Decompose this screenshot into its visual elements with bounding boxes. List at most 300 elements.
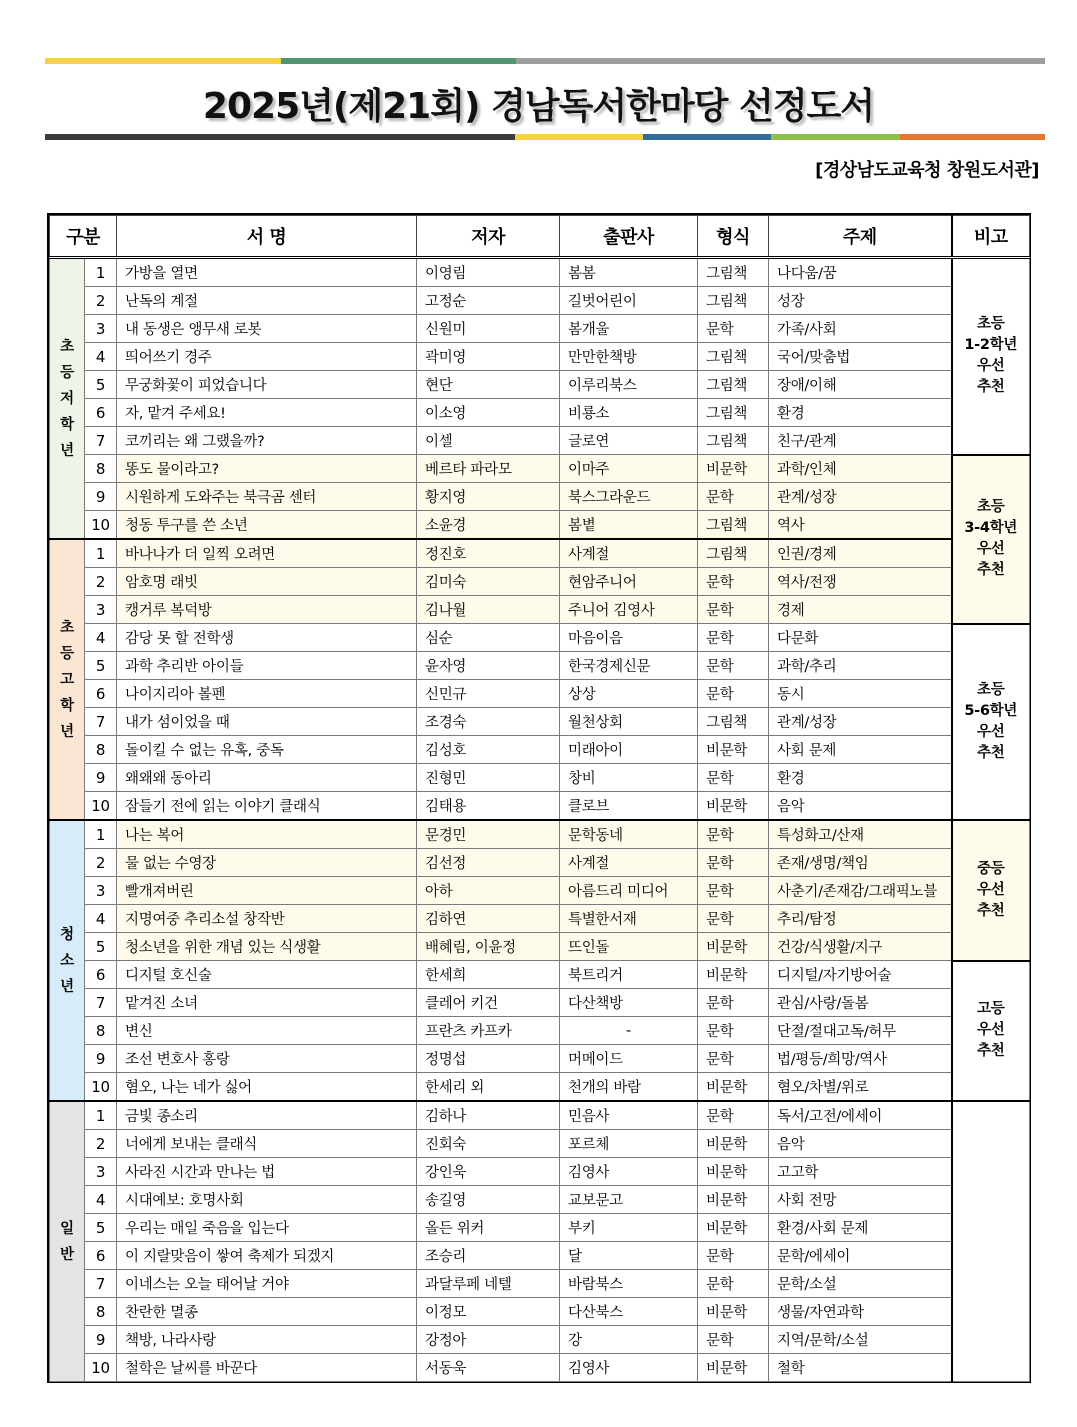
- row-number: 1: [85, 258, 117, 287]
- book-format: 그림책: [698, 371, 769, 399]
- book-format: 문학: [698, 820, 769, 849]
- book-format: 문학: [698, 624, 769, 652]
- recommendation-note: [952, 624, 1030, 821]
- table-row: [50, 287, 1030, 315]
- book-publisher: 바람북스: [560, 1270, 698, 1298]
- book-author: 아하: [417, 877, 560, 905]
- row-number: 5: [85, 652, 117, 680]
- row-number: 5: [85, 1214, 117, 1242]
- book-title: 시대예보: 호명사회: [117, 1186, 417, 1214]
- book-title: 바나나가 더 일찍 오려면: [117, 539, 417, 568]
- book-publisher: 김영사: [560, 1354, 698, 1382]
- bottom-bar-lime: [771, 134, 900, 140]
- book-author: 심순: [417, 624, 560, 652]
- book-author: 강정아: [417, 1326, 560, 1354]
- table-row: [50, 568, 1030, 596]
- book-format: 비문학: [698, 1158, 769, 1186]
- book-author: 김선정: [417, 849, 560, 877]
- row-number: 10: [85, 511, 117, 540]
- bottom-bar-orange: [900, 134, 1045, 140]
- book-title: 암호명 래빗: [117, 568, 417, 596]
- book-publisher: 부키: [560, 1214, 698, 1242]
- table-row: [50, 1242, 1030, 1270]
- note-line: 초등: [977, 499, 1005, 515]
- book-topic: 국어/맞춤법: [769, 343, 952, 371]
- book-topic: 음악: [769, 792, 952, 821]
- row-number: 8: [85, 1017, 117, 1045]
- header-row: [50, 216, 1030, 258]
- book-publisher: 천개의 바람: [560, 1073, 698, 1102]
- book-author: 배혜림, 이윤정: [417, 933, 560, 961]
- table-row: [50, 820, 1030, 849]
- note-line: 1-2학년: [964, 337, 1018, 354]
- book-title: 나는 복어: [117, 820, 417, 849]
- book-format: 비문학: [698, 1354, 769, 1382]
- note-line: 고등: [977, 1001, 1005, 1018]
- table-row: [50, 1270, 1030, 1298]
- row-number: 9: [85, 483, 117, 511]
- row-number: 6: [85, 399, 117, 427]
- group-label-char: 등: [60, 364, 74, 381]
- note-line: 추천: [977, 902, 1005, 919]
- book-format: 문학: [698, 764, 769, 792]
- book-publisher: 한국경제신문: [560, 652, 698, 680]
- book-publisher: 아름드리 미디어: [560, 877, 698, 905]
- book-format: 문학: [698, 1242, 769, 1270]
- book-topic: 사춘기/존재감/그래픽노블: [769, 877, 952, 905]
- book-publisher: 현암주니어: [560, 568, 698, 596]
- book-publisher: 상상: [560, 680, 698, 708]
- row-number: 4: [85, 905, 117, 933]
- book-publisher: 길벗어린이: [560, 287, 698, 315]
- book-author: 프란츠 카프카: [417, 1017, 560, 1045]
- book-topic: 추리/탐정: [769, 905, 952, 933]
- book-topic: 역사: [769, 511, 952, 540]
- book-title: 조선 변호사 홍랑: [117, 1045, 417, 1073]
- book-title: 혐오, 나는 네가 싫어: [117, 1073, 417, 1102]
- note-line: 우선: [977, 1022, 1005, 1039]
- recommendation-note: [952, 820, 1030, 961]
- book-publisher: 주니어 김영사: [560, 596, 698, 624]
- book-format: 문학: [698, 905, 769, 933]
- book-title: 청동 투구를 쓴 소년: [117, 511, 417, 540]
- book-title: 이네스는 오늘 태어날 거야: [117, 1270, 417, 1298]
- book-author: 김하나: [417, 1101, 560, 1130]
- book-author: 김미숙: [417, 568, 560, 596]
- book-title: 철학은 날씨를 바꾼다: [117, 1354, 417, 1382]
- book-title: 변신: [117, 1017, 417, 1045]
- group-label-char: 저: [60, 390, 74, 407]
- row-number: 10: [85, 792, 117, 821]
- book-topic: 환경: [769, 399, 952, 427]
- book-publisher: 김영사: [560, 1158, 698, 1186]
- book-topic: 혐오/차별/위로: [769, 1073, 952, 1102]
- book-title: 자, 맡겨 주세요!: [117, 399, 417, 427]
- book-format: 그림책: [698, 343, 769, 371]
- book-publisher: 다산책방: [560, 989, 698, 1017]
- table-row: [50, 1214, 1030, 1242]
- book-publisher: 마음이음: [560, 624, 698, 652]
- book-publisher: 북트리거: [560, 961, 698, 989]
- table-row: [50, 1186, 1030, 1214]
- book-title: 캥거루 복덕방: [117, 596, 417, 624]
- book-author: 고정순: [417, 287, 560, 315]
- book-topic: 성장: [769, 287, 952, 315]
- group-label-char: 학: [60, 416, 74, 433]
- book-format: 비문학: [698, 961, 769, 989]
- table-row: [50, 764, 1030, 792]
- table-row: [50, 905, 1030, 933]
- book-topic: 경제: [769, 596, 952, 624]
- note-line: 중등: [977, 860, 1005, 877]
- row-number: 9: [85, 1326, 117, 1354]
- bottom-bar-blue: [643, 134, 771, 140]
- row-number: 1: [85, 1101, 117, 1130]
- book-format: 비문학: [698, 1186, 769, 1214]
- book-author: 진형민: [417, 764, 560, 792]
- book-author: 신민규: [417, 680, 560, 708]
- book-format: 비문학: [698, 792, 769, 821]
- header-format: 형식: [698, 216, 769, 258]
- book-topic: 법/평등/희망/역사: [769, 1045, 952, 1073]
- row-number: 8: [85, 736, 117, 764]
- book-topic: 사회 문제: [769, 736, 952, 764]
- book-author: 정진호: [417, 539, 560, 568]
- book-author: 황지영: [417, 483, 560, 511]
- note-line: 추천: [977, 562, 1005, 578]
- book-publisher: 달: [560, 1242, 698, 1270]
- book-title: 내가 섬이었을 때: [117, 708, 417, 736]
- recommendation-note: [952, 455, 1030, 624]
- book-publisher: 포르체: [560, 1130, 698, 1158]
- row-number: 4: [85, 624, 117, 652]
- row-number: 3: [85, 1158, 117, 1186]
- row-number: 4: [85, 343, 117, 371]
- row-number: 8: [85, 1298, 117, 1326]
- header-publisher: 출판사: [560, 216, 698, 258]
- table-row: [50, 877, 1030, 905]
- book-author: 베르타 파라모: [417, 455, 560, 483]
- note-line: 5-6학년: [964, 702, 1018, 719]
- book-author: 소윤경: [417, 511, 560, 540]
- book-title: 띄어쓰기 경주: [117, 343, 417, 371]
- book-format: 그림책: [698, 708, 769, 736]
- book-title: 우리는 매일 죽음을 입는다: [117, 1214, 417, 1242]
- group-label-char: 소: [60, 952, 74, 969]
- book-list-table: [49, 215, 1030, 1382]
- book-topic: 문학/에세이: [769, 1242, 952, 1270]
- row-number: 9: [85, 1045, 117, 1073]
- book-format: 문학: [698, 1045, 769, 1073]
- recommendation-note: [952, 961, 1030, 1102]
- table-row: [50, 511, 1030, 540]
- book-title: 돌이킬 수 없는 유혹, 중독: [117, 736, 417, 764]
- book-topic: 건강/식생활/지구: [769, 933, 952, 961]
- table-row: [50, 1130, 1030, 1158]
- book-author: 이소영: [417, 399, 560, 427]
- book-author: 조경숙: [417, 708, 560, 736]
- group-label-char: 고: [60, 671, 74, 688]
- group-label-char: 년: [60, 723, 74, 740]
- book-format: 비문학: [698, 933, 769, 961]
- row-number: 6: [85, 961, 117, 989]
- group-label: [50, 258, 85, 540]
- book-topic: 환경/사회 문제: [769, 1214, 952, 1242]
- row-number: 5: [85, 933, 117, 961]
- book-title: 청소년을 위한 개념 있는 식생활: [117, 933, 417, 961]
- book-title: 가방을 열면: [117, 258, 417, 287]
- header-note: 비고: [952, 216, 1030, 258]
- book-publisher: 문학동네: [560, 820, 698, 849]
- book-publisher: 머메이드: [560, 1045, 698, 1073]
- book-title: 감당 못 할 전학생: [117, 624, 417, 652]
- book-topic: 존재/생명/책임: [769, 849, 952, 877]
- book-format: 문학: [698, 1017, 769, 1045]
- book-format: 비문학: [698, 1073, 769, 1102]
- note-line: 추천: [977, 379, 1005, 396]
- note-line: 우선: [977, 358, 1005, 375]
- book-title: 책방, 나라사랑: [117, 1326, 417, 1354]
- bottom-bar-yellow: [515, 134, 643, 140]
- book-format: 그림책: [698, 511, 769, 540]
- row-number: 5: [85, 371, 117, 399]
- book-publisher: 이마주: [560, 455, 698, 483]
- book-author: 곽미영: [417, 343, 560, 371]
- book-title: 코끼리는 왜 그랬을까?: [117, 427, 417, 455]
- bottom-bar-dark: [45, 134, 515, 140]
- page-title: 2025년(제21회) 경남독서한마당 선정도서: [202, 86, 875, 127]
- book-format: 문학: [698, 1101, 769, 1130]
- book-format: 그림책: [698, 399, 769, 427]
- book-topic: 디지털/자기방어술: [769, 961, 952, 989]
- note-line: 우선: [977, 723, 1005, 740]
- book-title: 왜왜왜 동아리: [117, 764, 417, 792]
- book-topic: 단절/절대고독/허무: [769, 1017, 952, 1045]
- book-format: 그림책: [698, 427, 769, 455]
- book-topic: 생물/자연과학: [769, 1298, 952, 1326]
- note-line: 우선: [977, 881, 1005, 898]
- note-line: 초등: [977, 316, 1005, 333]
- book-author: 한세희: [417, 961, 560, 989]
- book-topic: 독서/고전/에세이: [769, 1101, 952, 1130]
- book-title: 난독의 계절: [117, 287, 417, 315]
- table-row: [50, 1017, 1030, 1045]
- book-author: 과달루페 네텔: [417, 1270, 560, 1298]
- book-author: 문경민: [417, 820, 560, 849]
- row-number: 1: [85, 539, 117, 568]
- table-row: [50, 399, 1030, 427]
- book-publisher: -: [560, 1017, 698, 1045]
- book-format: 문학: [698, 1270, 769, 1298]
- book-topic: 인권/경제: [769, 539, 952, 568]
- row-number: 2: [85, 568, 117, 596]
- book-author: 올든 위커: [417, 1214, 560, 1242]
- book-topic: 나다움/꿈: [769, 258, 952, 287]
- row-number: 7: [85, 989, 117, 1017]
- row-number: 3: [85, 877, 117, 905]
- book-publisher: 강: [560, 1326, 698, 1354]
- book-topic: 친구/관계: [769, 427, 952, 455]
- book-title: 과학 추리반 아이들: [117, 652, 417, 680]
- book-format: 비문학: [698, 1214, 769, 1242]
- book-author: 강인욱: [417, 1158, 560, 1186]
- row-number: 3: [85, 596, 117, 624]
- row-number: 6: [85, 1242, 117, 1270]
- note-line: 3-4학년: [964, 520, 1018, 536]
- table-row: [50, 680, 1030, 708]
- book-title: 맡겨진 소녀: [117, 989, 417, 1017]
- table-row: [50, 933, 1030, 961]
- book-topic: 특성화고/산재: [769, 820, 952, 849]
- book-topic: 동시: [769, 680, 952, 708]
- book-publisher: 월천상회: [560, 708, 698, 736]
- header-category: 구분: [50, 216, 117, 258]
- book-format: 문학: [698, 568, 769, 596]
- book-format: 그림책: [698, 539, 769, 568]
- book-topic: 장애/이해: [769, 371, 952, 399]
- book-author: 이셀: [417, 427, 560, 455]
- book-publisher: 북스그라운드: [560, 483, 698, 511]
- book-title: 사라진 시간과 만나는 법: [117, 1158, 417, 1186]
- recommendation-note: [952, 1101, 1030, 1382]
- row-number: 8: [85, 455, 117, 483]
- table-row: [50, 596, 1030, 624]
- book-publisher: 글로연: [560, 427, 698, 455]
- table-row: [50, 455, 1030, 483]
- book-topic: 관계/성장: [769, 708, 952, 736]
- table-row: [50, 1326, 1030, 1354]
- book-format: 그림책: [698, 287, 769, 315]
- book-publisher: 다산북스: [560, 1298, 698, 1326]
- table-row: [50, 315, 1030, 343]
- header-author: 저자: [417, 216, 560, 258]
- table-row: [50, 1158, 1030, 1186]
- table-row: [50, 736, 1030, 764]
- group-label-char: 등: [60, 645, 74, 662]
- book-author: 서동욱: [417, 1354, 560, 1382]
- book-title: 금빛 종소리: [117, 1101, 417, 1130]
- book-title: 시원하게 도와주는 북극곰 센터: [117, 483, 417, 511]
- row-number: 2: [85, 287, 117, 315]
- book-format: 문학: [698, 877, 769, 905]
- book-title: 무궁화꽃이 피었습니다: [117, 371, 417, 399]
- book-format: 비문학: [698, 736, 769, 764]
- group-label: [50, 820, 85, 1101]
- note-line: 우선: [977, 541, 1005, 557]
- book-publisher: 만만한책방: [560, 343, 698, 371]
- book-format: 문학: [698, 989, 769, 1017]
- row-number: 3: [85, 315, 117, 343]
- book-publisher: 봄개울: [560, 315, 698, 343]
- header-title: 서 명: [117, 216, 417, 258]
- group-label-char: 년: [60, 442, 74, 459]
- book-title: 잠들기 전에 읽는 이야기 클래식: [117, 792, 417, 821]
- book-topic: 문학/소설: [769, 1270, 952, 1298]
- book-format: 문학: [698, 596, 769, 624]
- top-bar-green: [281, 58, 516, 64]
- book-author: 윤자영: [417, 652, 560, 680]
- book-publisher: 봄봄: [560, 258, 698, 287]
- table-row: [50, 258, 1030, 287]
- table-row: [50, 427, 1030, 455]
- book-author: 신원미: [417, 315, 560, 343]
- row-number: 6: [85, 680, 117, 708]
- book-publisher: 비룡소: [560, 399, 698, 427]
- row-number: 2: [85, 1130, 117, 1158]
- table-row: [50, 624, 1030, 652]
- table-row: [50, 989, 1030, 1017]
- book-topic: 과학/인체: [769, 455, 952, 483]
- row-number: 1: [85, 820, 117, 849]
- recommendation-note: [952, 258, 1030, 455]
- book-author: 현단: [417, 371, 560, 399]
- table-row: [50, 849, 1030, 877]
- table-row: [50, 652, 1030, 680]
- book-title: 디지털 호신술: [117, 961, 417, 989]
- table-row: [50, 1045, 1030, 1073]
- book-topic: 환경: [769, 764, 952, 792]
- book-topic: 역사/전쟁: [769, 568, 952, 596]
- book-topic: 관심/사랑/돌봄: [769, 989, 952, 1017]
- book-format: 문학: [698, 483, 769, 511]
- book-topic: 관계/성장: [769, 483, 952, 511]
- group-label-char: 학: [60, 697, 74, 714]
- book-title: 내 동생은 앵무새 로봇: [117, 315, 417, 343]
- table-row: [50, 1073, 1030, 1102]
- note-line: 초등: [977, 681, 1005, 698]
- top-bar-gray: [516, 58, 1045, 64]
- table-row: [50, 483, 1030, 511]
- book-author: 조승리: [417, 1242, 560, 1270]
- book-topic: 가족/사회: [769, 315, 952, 343]
- table-row: [50, 1101, 1030, 1130]
- book-publisher: 창비: [560, 764, 698, 792]
- book-title: 지명여중 추리소설 창작반: [117, 905, 417, 933]
- book-topic: 고고학: [769, 1158, 952, 1186]
- row-number: 7: [85, 1270, 117, 1298]
- group-label-char: 초: [60, 619, 74, 636]
- row-number: 4: [85, 1186, 117, 1214]
- book-title: 똥도 물이라고?: [117, 455, 417, 483]
- note-line: 추천: [977, 1043, 1005, 1060]
- table-body: [50, 258, 1030, 1382]
- book-publisher: 이루리북스: [560, 371, 698, 399]
- book-author: 한세리 외: [417, 1073, 560, 1102]
- book-title: 이 지랄맞음이 쌓여 축제가 되겠지: [117, 1242, 417, 1270]
- top-bar-yellow: [45, 58, 281, 64]
- book-format: 비문학: [698, 455, 769, 483]
- group-label-char: 청: [60, 926, 74, 943]
- book-publisher: 민음사: [560, 1101, 698, 1130]
- row-number: 9: [85, 764, 117, 792]
- book-format: 문학: [698, 1326, 769, 1354]
- book-format: 비문학: [698, 1130, 769, 1158]
- row-number: 7: [85, 427, 117, 455]
- book-author: 김하연: [417, 905, 560, 933]
- book-format: 그림책: [698, 258, 769, 287]
- book-title: 찬란한 멸종: [117, 1298, 417, 1326]
- book-publisher: 사계절: [560, 539, 698, 568]
- book-publisher: 특별한서재: [560, 905, 698, 933]
- table-row: [50, 961, 1030, 989]
- book-topic: 음악: [769, 1130, 952, 1158]
- row-number: 10: [85, 1354, 117, 1382]
- book-author: 김나월: [417, 596, 560, 624]
- group-label-char: 초: [60, 338, 74, 355]
- row-number: 2: [85, 849, 117, 877]
- header-topic: 주제: [769, 216, 952, 258]
- book-author: 김태용: [417, 792, 560, 821]
